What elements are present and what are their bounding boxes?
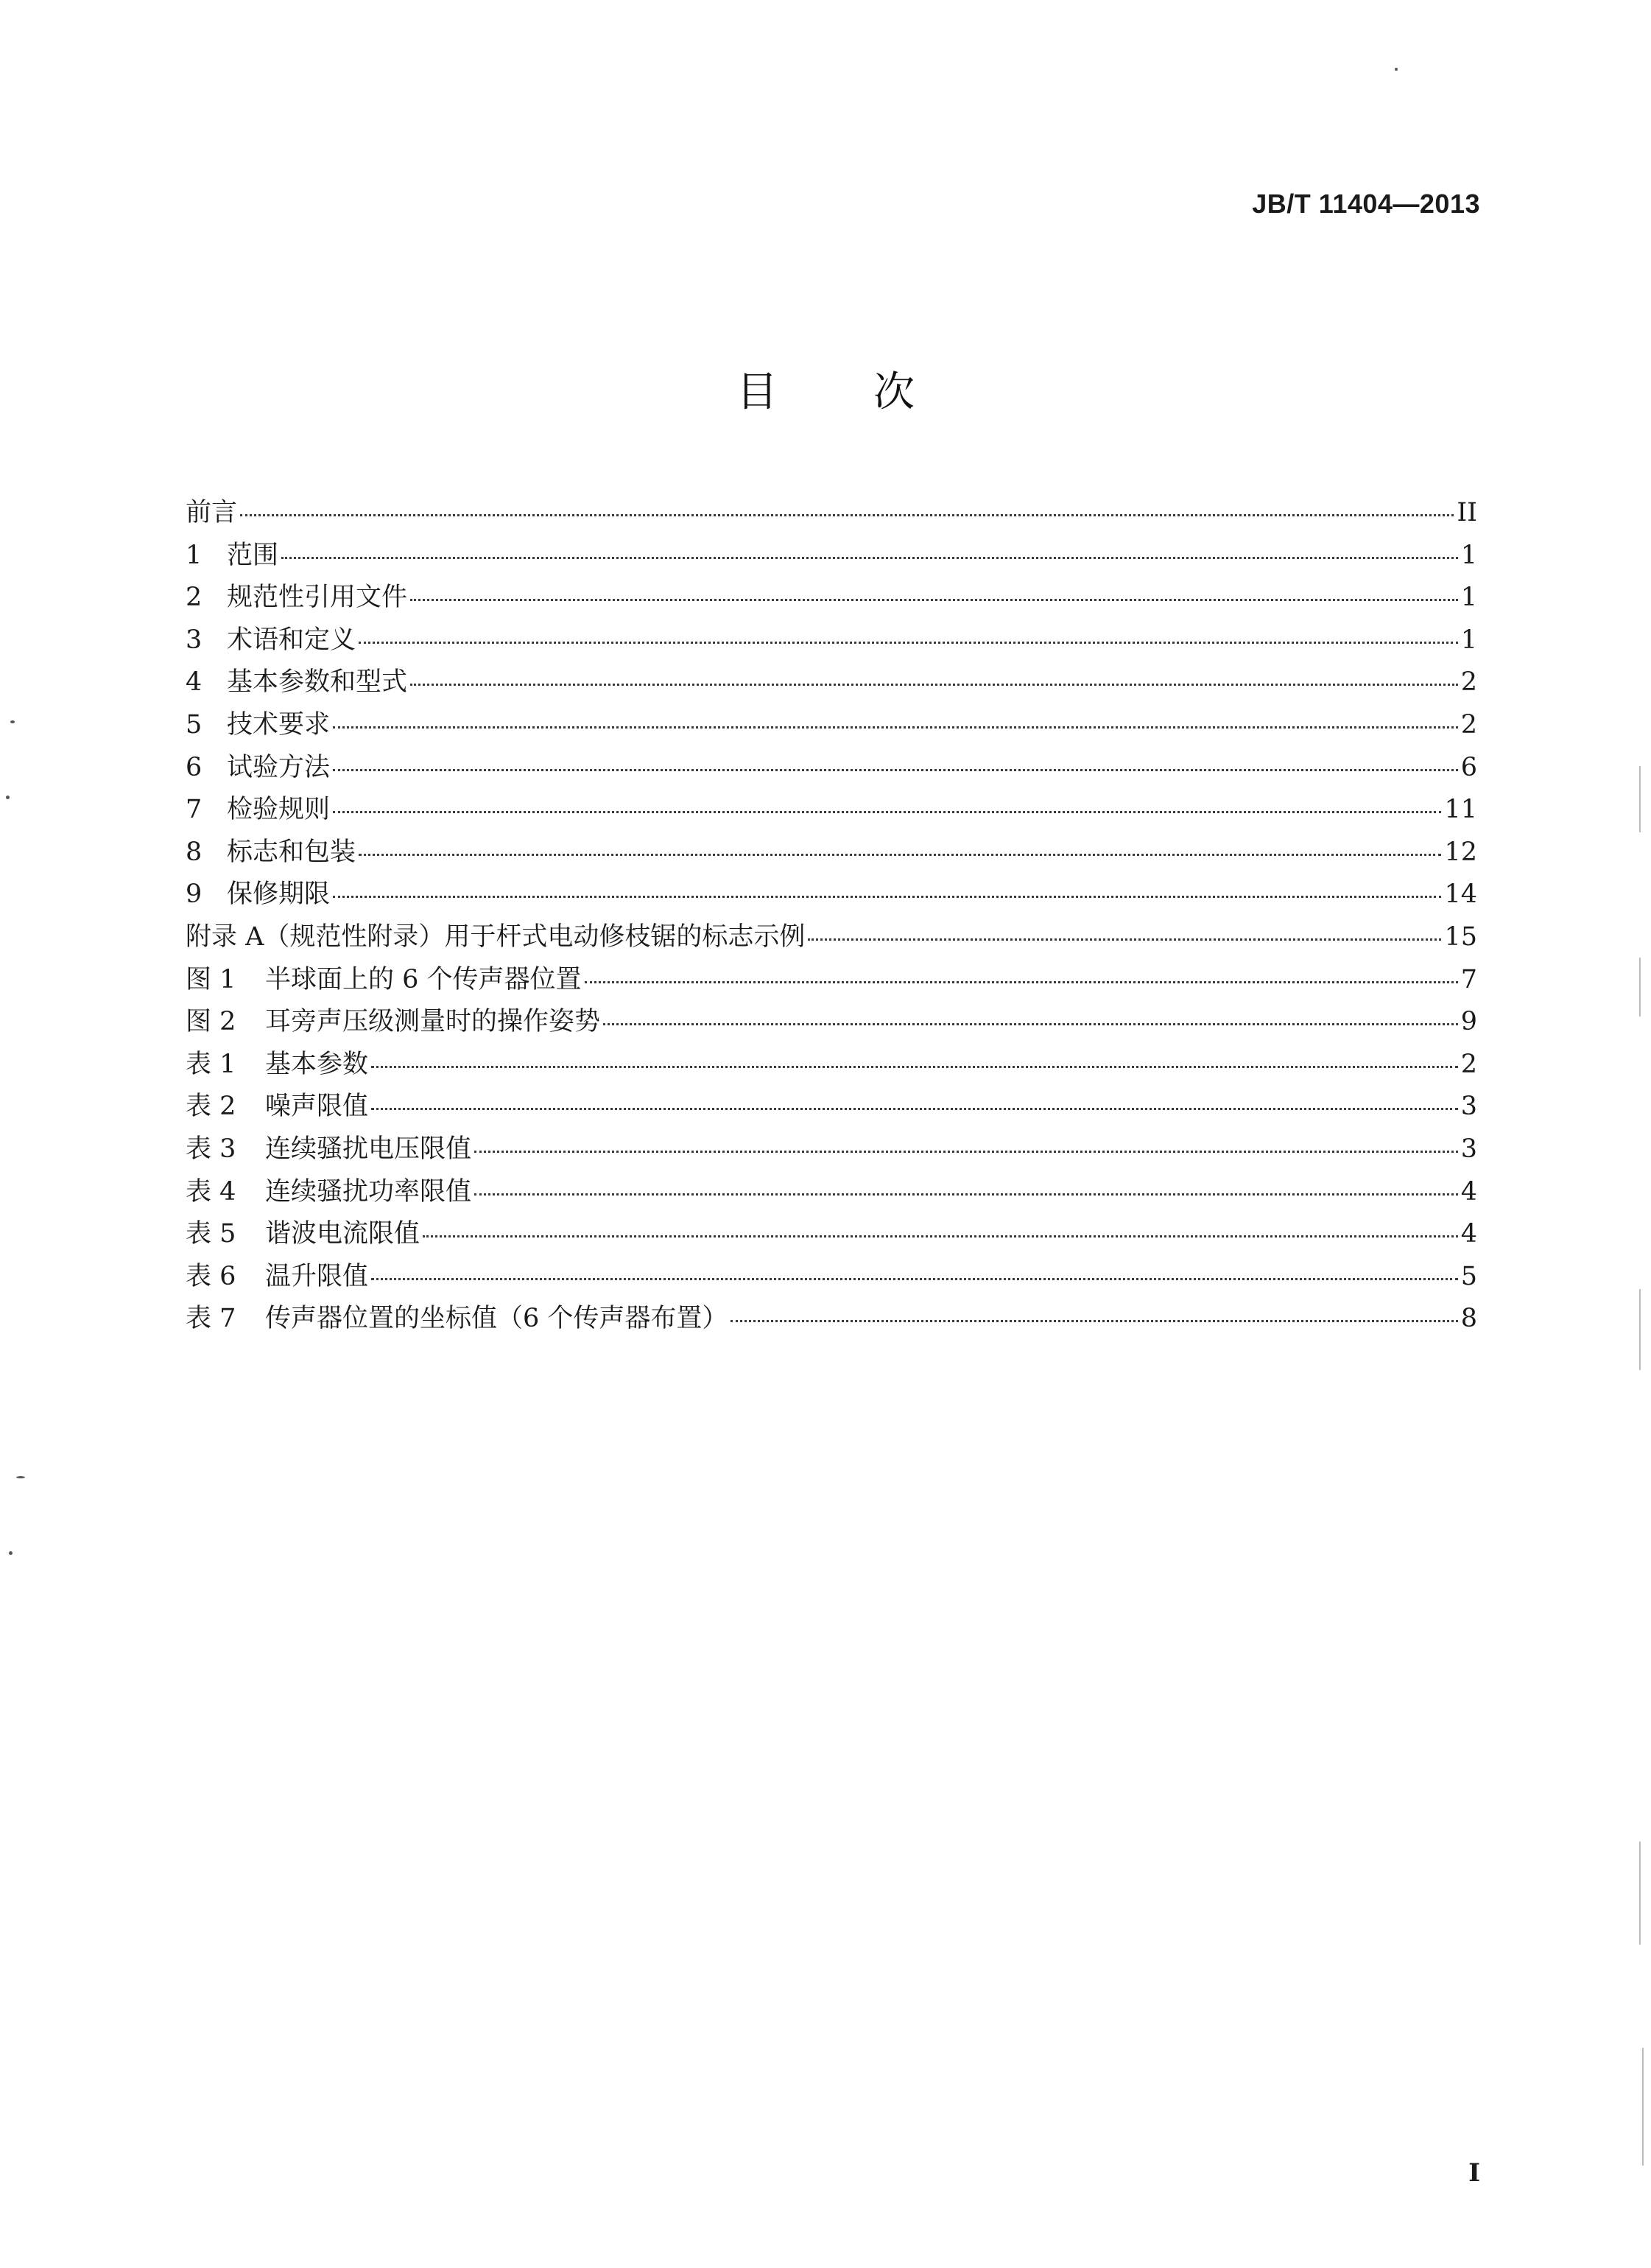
toc-entry-number: 2 — [186, 583, 203, 613]
toc-entry-label: 基本参数和型式 — [227, 667, 408, 698]
dot-leader — [410, 599, 1458, 601]
dot-leader — [371, 1066, 1458, 1068]
toc-entry-number: 表 7 — [186, 1304, 236, 1334]
scan-speck — [6, 796, 10, 799]
toc-entry-1[interactable] — [186, 535, 1477, 577]
toc-entry-page: 1 — [1460, 583, 1477, 613]
dot-leader — [240, 514, 1454, 516]
toc-entry-page: 14 — [1444, 880, 1477, 910]
dot-leader — [603, 1023, 1458, 1025]
toc-entry-page: 6 — [1460, 752, 1477, 782]
toc-title: 目次 — [736, 368, 1010, 416]
toc-entry-number: 表 5 — [186, 1219, 236, 1249]
scan-edge-line — [1639, 958, 1641, 1017]
toc-entry-page: 2 — [1460, 1049, 1477, 1079]
scan-edge-line — [1639, 1289, 1641, 1370]
scan-speck — [10, 720, 15, 723]
toc-entry-page: 11 — [1444, 795, 1477, 825]
toc-entry-label: 温升限值 — [265, 1261, 369, 1291]
toc-list — [186, 492, 1477, 1341]
toc-entry-page: 1 — [1460, 540, 1477, 570]
toc-entry-table-3[interactable] — [186, 1128, 1477, 1171]
toc-entry-number: 6 — [186, 752, 203, 782]
toc-entry-number: 4 — [186, 667, 203, 698]
toc-entry-page: 9 — [1460, 1007, 1477, 1037]
dot-leader — [333, 726, 1458, 729]
toc-entry-page: 1 — [1460, 625, 1477, 655]
toc-entry-page: 7 — [1460, 964, 1477, 994]
dot-leader — [333, 896, 1441, 898]
dot-leader — [333, 811, 1441, 813]
toc-entry-table-5[interactable] — [186, 1213, 1477, 1256]
toc-entry-8[interactable] — [186, 832, 1477, 874]
toc-entry-number: 图 2 — [186, 1007, 236, 1037]
scan-speck — [16, 1476, 25, 1478]
page-number: I — [1468, 2158, 1480, 2188]
document-code: JB/T 11404—2013 — [1252, 189, 1480, 219]
toc-entry-page: II — [1457, 498, 1477, 527]
toc-entry-6[interactable] — [186, 747, 1477, 790]
toc-entry-number: 图 1 — [186, 964, 236, 994]
toc-entry-page: 3 — [1460, 1092, 1477, 1122]
scan-edge-line — [1639, 766, 1641, 832]
toc-entry-label: 保修期限 — [227, 880, 331, 910]
toc-entry-number: 3 — [186, 625, 203, 655]
toc-entry-label: 连续骚扰功率限值 — [265, 1176, 472, 1207]
toc-entry-label: 噪声限值 — [265, 1092, 369, 1122]
scan-speck — [1395, 68, 1398, 71]
toc-entry-preface[interactable] — [186, 492, 1477, 535]
toc-entry-3[interactable] — [186, 619, 1477, 662]
toc-entry-page: 5 — [1460, 1261, 1477, 1291]
dot-leader — [359, 642, 1458, 644]
toc-entry-label: 术语和定义 — [227, 625, 356, 655]
toc-entry-number: 表 1 — [186, 1049, 236, 1079]
toc-entry-table-2[interactable] — [186, 1086, 1477, 1128]
toc-entry-page: 12 — [1444, 837, 1477, 867]
toc-entry-number: 8 — [186, 837, 203, 867]
toc-entry-page: 15 — [1444, 921, 1477, 952]
dot-leader — [359, 854, 1441, 856]
toc-entry-number: 表 6 — [186, 1261, 236, 1291]
scan-speck — [9, 1551, 13, 1555]
dot-leader — [731, 1320, 1457, 1322]
toc-entry-number: 7 — [186, 795, 203, 825]
dot-leader — [808, 938, 1441, 941]
dot-leader — [371, 1278, 1458, 1280]
dot-leader — [423, 1235, 1458, 1237]
toc-entry-label: 谐波电流限值 — [265, 1219, 420, 1249]
scan-edge-line — [1639, 1842, 1641, 1945]
toc-entry-page: 8 — [1460, 1304, 1477, 1334]
toc-entry-appendix-a[interactable] — [186, 916, 1477, 959]
toc-entry-label: 检验规则 — [227, 795, 331, 825]
toc-entry-number: 5 — [186, 709, 203, 740]
toc-entry-page: 4 — [1460, 1176, 1477, 1207]
toc-entry-number: 1 — [186, 540, 203, 570]
toc-entry-page: 2 — [1460, 667, 1477, 698]
toc-entry-number: 表 4 — [186, 1176, 236, 1207]
toc-entry-label: 试验方法 — [227, 752, 331, 782]
dot-leader — [474, 1151, 1458, 1153]
toc-entry-label: 基本参数 — [265, 1049, 369, 1079]
dot-leader — [281, 557, 1458, 559]
toc-entry-label: 规范性引用文件 — [227, 583, 408, 613]
toc-entry-label: 技术要求 — [227, 709, 331, 740]
toc-entry-number: 表 3 — [186, 1134, 236, 1164]
toc-entry-table-7[interactable] — [186, 1298, 1477, 1341]
toc-entry-label: 传声器位置的坐标值（6 个传声器布置） — [265, 1304, 728, 1334]
toc-entry-label: 标志和包装 — [227, 837, 356, 867]
toc-entry-figure-1[interactable] — [186, 959, 1477, 1002]
dot-leader — [585, 981, 1458, 983]
toc-entry-label: 附录 A（规范性附录）用于杆式电动修枝锯的标志示例 — [186, 921, 806, 952]
toc-entry-label: 半球面上的 6 个传声器位置 — [265, 964, 582, 994]
toc-entry-7[interactable] — [186, 789, 1477, 832]
toc-entry-label: 前言 — [186, 498, 238, 527]
toc-entry-label: 耳旁声压级测量时的操作姿势 — [265, 1007, 601, 1037]
toc-entry-page: 3 — [1460, 1134, 1477, 1164]
toc-entry-table-1[interactable] — [186, 1044, 1477, 1086]
toc-entry-4[interactable] — [186, 661, 1477, 704]
toc-entry-label: 连续骚扰电压限值 — [265, 1134, 472, 1164]
toc-entry-table-6[interactable] — [186, 1256, 1477, 1299]
dot-leader — [410, 684, 1458, 686]
dot-leader — [333, 769, 1458, 771]
toc-entry-5[interactable] — [186, 704, 1477, 747]
toc-entry-number: 表 2 — [186, 1092, 236, 1122]
dot-leader — [474, 1193, 1458, 1196]
toc-entry-number: 9 — [186, 880, 203, 910]
toc-entry-page: 2 — [1460, 709, 1477, 740]
scan-edge-line — [1642, 2048, 1644, 2166]
toc-entry-figure-2[interactable] — [186, 1001, 1477, 1044]
dot-leader — [371, 1108, 1458, 1110]
toc-entry-table-4[interactable] — [186, 1171, 1477, 1214]
toc-entry-9[interactable] — [186, 874, 1477, 916]
toc-entry-2[interactable] — [186, 577, 1477, 619]
toc-entry-label: 范围 — [227, 540, 279, 570]
toc-entry-page: 4 — [1460, 1219, 1477, 1249]
